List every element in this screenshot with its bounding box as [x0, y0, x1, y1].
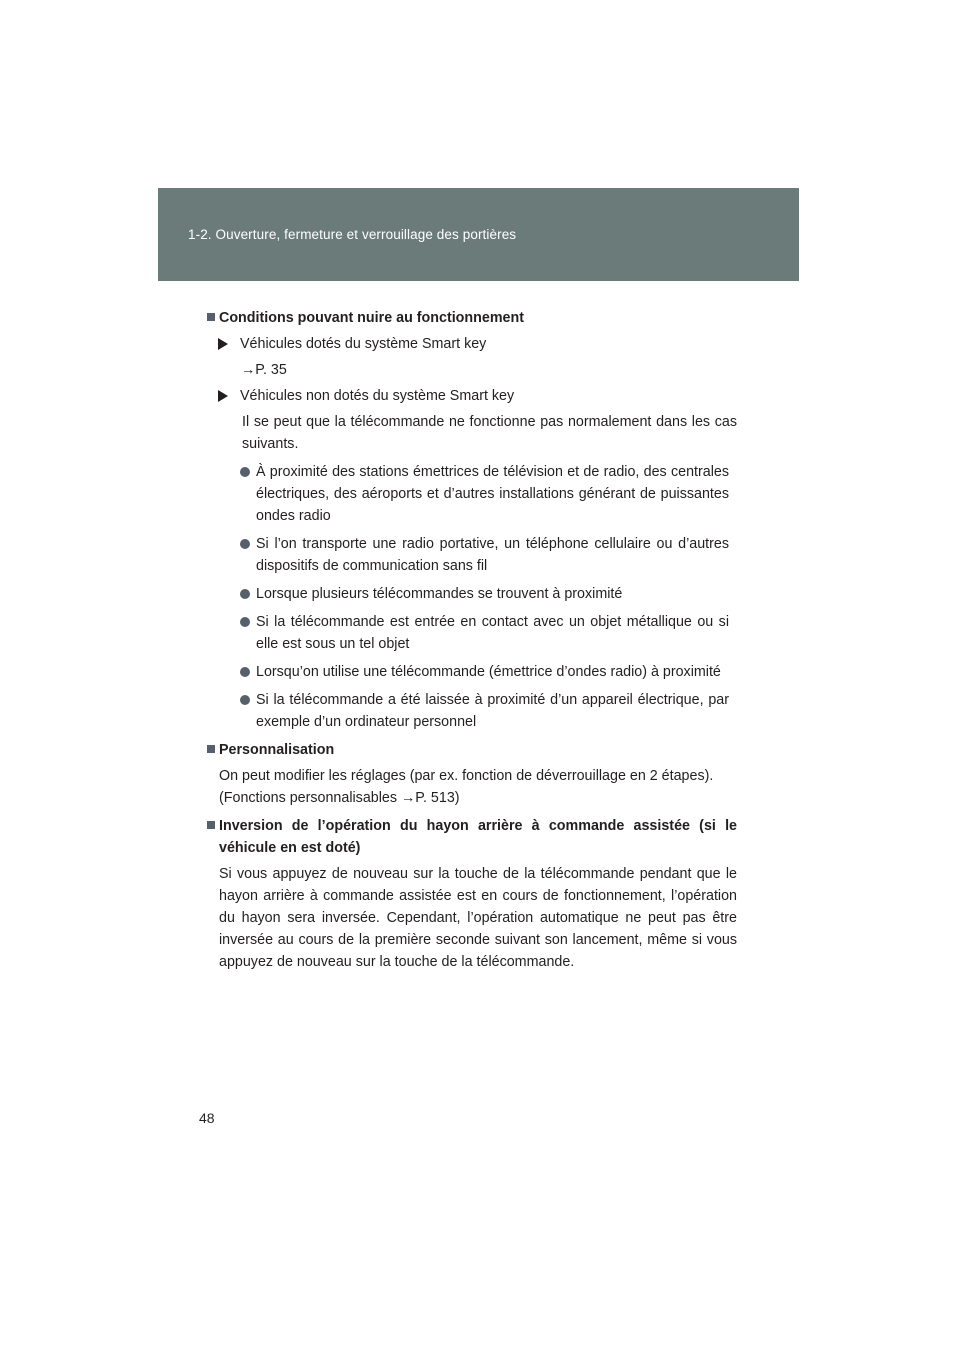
list-item-text: Si la télécommande a été laissée à proximité d’un appareil électrique, par exemple d’un ordinateur personnel	[256, 692, 729, 730]
heading-text: Conditions pouvant nuire au fonctionnement	[219, 310, 524, 326]
round-bullet-icon	[240, 589, 250, 599]
personnalisation-line-2: (Fonctions personnalisables →P. 513)	[219, 790, 460, 806]
conditions-list	[207, 461, 737, 733]
page-reference-link[interactable]: →P. 35	[241, 362, 287, 378]
item-label: Véhicules non dotés du système Smart key	[240, 388, 515, 404]
personnalisation-line-1: On peut modifier les réglages (par ex. fonction de déverrouillage en 2 étapes).	[219, 768, 714, 784]
triangle-arrow-icon	[218, 390, 228, 402]
page-content	[207, 307, 737, 979]
round-bullet-icon	[240, 467, 250, 477]
heading-text: Inversion de l’opération du hayon arrière à commande assistée (si le véhicule en est doté)	[219, 818, 737, 856]
section-heading-conditions	[207, 307, 737, 329]
item-smart-key	[207, 333, 737, 355]
heading-text: Personnalisation	[219, 742, 335, 758]
triangle-arrow-icon	[218, 338, 228, 350]
round-bullet-icon	[240, 667, 250, 677]
list-item-text: Si l’on transporte une radio portative, un téléphone cellulaire ou d’autres dispositifs de communication sans fil	[256, 536, 729, 574]
round-bullet-icon	[240, 617, 250, 627]
personnalisation-paragraph	[207, 765, 737, 809]
list-item	[207, 461, 737, 527]
item-label: Véhicules dotés du système Smart key	[240, 336, 487, 352]
square-bullet-icon	[207, 821, 215, 829]
list-item	[207, 611, 737, 655]
list-item	[207, 661, 737, 683]
square-bullet-icon	[207, 745, 215, 753]
section-header-band	[158, 188, 799, 281]
section-heading-personnalisation	[207, 739, 737, 761]
section-heading-inversion	[207, 815, 737, 859]
intro-paragraph: Il se peut que la télécommande ne fonctionne pas normalement dans les cas suivants.	[242, 414, 737, 452]
list-item-text: Si la télécommande est entrée en contact avec un objet métallique ou si elle est sous un tel objet	[256, 614, 729, 652]
list-item-text: À proximité des stations émettrices de télévision et de radio, des centrales électriques, des aéroports et d’autres installations générant de puissantes ondes radio	[256, 464, 729, 524]
square-bullet-icon	[207, 313, 215, 321]
list-item	[207, 689, 737, 733]
list-item	[207, 533, 737, 577]
section-title: 1-2. Ouverture, fermeture et verrouillage des portières	[188, 227, 517, 242]
item-no-smart-key	[207, 385, 737, 407]
page-number: 48	[199, 1110, 215, 1126]
list-item-text: Lorsqu’on utilise une télécommande (émettrice d’ondes radio) à proximité	[256, 664, 721, 680]
list-item	[207, 583, 737, 605]
list-item-text: Lorsque plusieurs télécommandes se trouvent à proximité	[256, 586, 623, 602]
round-bullet-icon	[240, 539, 250, 549]
round-bullet-icon	[240, 695, 250, 705]
inversion-paragraph: Si vous appuyez de nouveau sur la touche de la télécommande pendant que le hayon arrière à commande assistée est en cours de fonctionnement, l’opération du hayon sera inversée. Cependant, l’opération automatique ne peut pas être inversée au cours de la première seconde suivant son lancement, même si vous appuyez de nouveau sur la touche de la télécommande.	[219, 866, 737, 970]
